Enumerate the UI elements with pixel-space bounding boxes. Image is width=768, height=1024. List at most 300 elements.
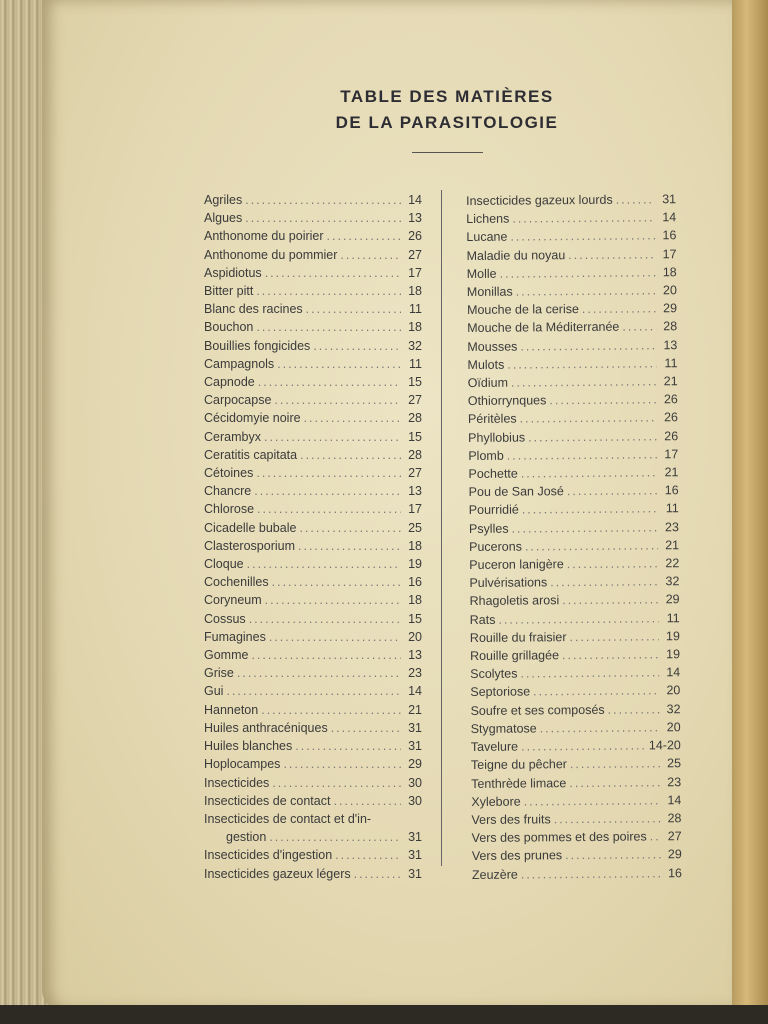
dot-leader bbox=[521, 463, 658, 482]
dot-leader bbox=[507, 445, 658, 465]
dot-leader bbox=[567, 482, 658, 501]
index-entry bbox=[204, 737, 422, 755]
index-entry-page: 29 bbox=[665, 592, 680, 607]
index-entry-label: Pou de San José bbox=[468, 484, 564, 500]
index-entry-page: 31 bbox=[408, 830, 422, 845]
index-entry bbox=[204, 246, 422, 264]
index-entry-label: Chancre bbox=[204, 484, 252, 499]
index-entry-label: Anthonome du pommier bbox=[204, 247, 338, 262]
index-entry-page: 19 bbox=[665, 629, 680, 644]
dot-leader bbox=[569, 627, 659, 646]
dot-leader bbox=[256, 318, 401, 336]
dot-leader bbox=[249, 610, 401, 628]
dot-leader bbox=[277, 355, 401, 373]
index-entry bbox=[469, 518, 679, 538]
index-entry bbox=[204, 573, 422, 591]
index-entry-label: Stygmatose bbox=[470, 721, 537, 736]
index-entry-page: 26 bbox=[408, 229, 422, 244]
index-entry bbox=[467, 299, 677, 319]
index-entry-label: Rhagoletis arosi bbox=[469, 593, 560, 609]
index-entry-page: 30 bbox=[408, 793, 422, 808]
index-entry-page: 27 bbox=[408, 466, 422, 481]
index-entry-page: 27 bbox=[408, 393, 422, 408]
index-entry-page: 11 bbox=[664, 355, 678, 371]
index-entry-label: Rouille grillagée bbox=[469, 648, 560, 664]
index-entry bbox=[204, 719, 422, 737]
index-entry bbox=[466, 208, 676, 228]
index-entry bbox=[471, 718, 681, 738]
dot-leader bbox=[511, 518, 658, 537]
dot-leader bbox=[327, 227, 401, 245]
index-entry-label: Fumagines bbox=[204, 629, 266, 644]
index-entry bbox=[204, 646, 422, 664]
index-entry bbox=[468, 372, 678, 392]
index-entry-page: 29 bbox=[663, 301, 678, 316]
index-entry-label: Blanc des racines bbox=[204, 302, 303, 317]
index-entry-page: 27 bbox=[408, 247, 422, 262]
index-entry-page: 14 bbox=[666, 665, 681, 680]
index-entry-page: 17 bbox=[664, 447, 679, 462]
index-entry-page: 14 bbox=[662, 210, 677, 225]
dot-leader bbox=[256, 282, 401, 300]
index-entry-page: 27 bbox=[667, 829, 682, 844]
dot-leader bbox=[567, 554, 659, 573]
dot-leader bbox=[565, 846, 661, 865]
index-entry-label: Mousses bbox=[467, 339, 518, 354]
dot-leader bbox=[524, 791, 661, 810]
index-entry-page: 18 bbox=[408, 593, 422, 608]
index-entry bbox=[204, 318, 422, 336]
dot-leader bbox=[335, 846, 401, 864]
index-entry-page: 18 bbox=[408, 284, 422, 299]
index-entry bbox=[204, 446, 422, 464]
dot-leader bbox=[257, 500, 401, 518]
index-entry bbox=[204, 537, 422, 555]
index-entry-label: Mouche de la Méditerranée bbox=[467, 320, 620, 336]
index-entry-label: Oïdium bbox=[467, 375, 509, 391]
dot-leader bbox=[258, 373, 401, 391]
dot-leader bbox=[507, 354, 656, 374]
index-entry-label: Chlorose bbox=[204, 502, 255, 517]
dot-leader bbox=[511, 372, 657, 391]
index-entry-label: Huiles anthracéniques bbox=[204, 720, 328, 735]
dot-leader bbox=[298, 537, 401, 555]
index-entry-label: Coryneum bbox=[204, 593, 262, 608]
index-entry bbox=[470, 645, 680, 665]
index-entry bbox=[204, 282, 422, 300]
index-entry-page: 17 bbox=[408, 265, 422, 280]
index-entry-page: 16 bbox=[667, 865, 683, 880]
dot-leader bbox=[520, 664, 659, 683]
dot-leader bbox=[226, 682, 401, 700]
dot-leader bbox=[251, 646, 401, 664]
dot-leader bbox=[500, 263, 656, 283]
index-entry-page: 11 bbox=[409, 356, 422, 371]
index-entry-page: 31 bbox=[408, 866, 422, 881]
index-entry-label: Mulots bbox=[467, 357, 505, 372]
index-entry-page: 13 bbox=[408, 648, 422, 663]
dot-leader bbox=[550, 573, 658, 592]
index-entry-page: 22 bbox=[665, 556, 680, 571]
dot-leader bbox=[533, 682, 659, 701]
index-entry bbox=[469, 591, 679, 611]
index-entry bbox=[204, 428, 422, 446]
index-entry-page: 19 bbox=[666, 647, 681, 662]
index-entry-page: 18 bbox=[408, 538, 422, 553]
dot-leader bbox=[272, 774, 401, 792]
index-entry bbox=[204, 682, 422, 700]
index-entry-label: Rouille du fraisier bbox=[469, 630, 567, 645]
dot-leader bbox=[247, 555, 401, 573]
index-entry bbox=[467, 281, 677, 301]
index-entry-page: 28 bbox=[408, 447, 422, 462]
index-entry bbox=[204, 227, 422, 245]
index-entry-page: 32 bbox=[408, 338, 422, 353]
index-entry bbox=[204, 701, 422, 719]
dot-leader bbox=[300, 446, 401, 464]
dot-leader bbox=[549, 391, 657, 410]
index-entry-page: 13 bbox=[663, 337, 678, 352]
dot-leader bbox=[237, 664, 401, 682]
index-entry-page: 30 bbox=[408, 775, 422, 790]
index-entry-page: 21 bbox=[663, 374, 678, 389]
index-entry bbox=[204, 373, 422, 391]
dot-leader bbox=[554, 809, 661, 828]
index-entry bbox=[469, 536, 679, 556]
dot-leader bbox=[265, 591, 401, 609]
index-entry-page: 21 bbox=[408, 702, 422, 717]
index-entry-page: 20 bbox=[666, 683, 681, 698]
dot-leader bbox=[540, 718, 660, 737]
index-entry-label: Insecticides gazeux légers bbox=[204, 866, 351, 881]
index-entry-label: Pochette bbox=[468, 466, 518, 482]
index-entry-label: Huiles blanches bbox=[204, 739, 293, 754]
index-entry-label: Vers des pommes et des poires bbox=[471, 829, 647, 846]
index-entry bbox=[204, 391, 422, 409]
index-entry bbox=[204, 464, 422, 482]
index-entry-label: Xylebore bbox=[471, 794, 521, 809]
index-entry-page: 26 bbox=[664, 410, 679, 425]
index-entry-label: Cochenilles bbox=[204, 575, 269, 590]
index-entry-page: 20 bbox=[662, 283, 677, 298]
index-entry-page: 21 bbox=[665, 538, 680, 553]
index-column-left bbox=[204, 191, 422, 883]
dot-leader bbox=[569, 773, 660, 792]
dot-leader bbox=[333, 792, 401, 810]
index-entry-label: Cerambyx bbox=[204, 429, 261, 444]
index-entry bbox=[466, 190, 676, 210]
dot-leader bbox=[562, 591, 659, 610]
page-title-line-2: DE LA PARASITOLOGIE bbox=[335, 113, 559, 132]
index-entry bbox=[204, 300, 422, 318]
index-entry-label: Cétoines bbox=[204, 466, 254, 481]
index-entry-page: 15 bbox=[408, 375, 422, 390]
index-entry-label: Vers des fruits bbox=[471, 812, 551, 827]
index-entry-page: 26 bbox=[663, 392, 678, 407]
dot-leader bbox=[295, 737, 401, 755]
index-entry-label: Molle bbox=[466, 266, 497, 281]
index-entry-page: 29 bbox=[667, 847, 682, 862]
index-entry-page: 13 bbox=[408, 211, 422, 226]
dot-leader bbox=[522, 500, 658, 519]
index-entry bbox=[469, 554, 679, 574]
index-entry-page: 31 bbox=[408, 720, 422, 735]
index-entry-label: Anthonome du poirier bbox=[204, 229, 324, 244]
index-entry-page: 11 bbox=[666, 610, 680, 625]
index-entry bbox=[471, 791, 681, 811]
dot-leader bbox=[269, 828, 401, 846]
index-entry-label: Tenthrède limace bbox=[471, 775, 567, 791]
index-entry-page: 17 bbox=[408, 502, 422, 517]
dot-leader bbox=[525, 536, 658, 555]
index-entry-page: 14 bbox=[408, 193, 422, 207]
dot-leader bbox=[520, 409, 658, 428]
index-entry-page: 11 bbox=[409, 302, 422, 317]
index-entry-page: 16 bbox=[662, 228, 677, 243]
dot-leader bbox=[568, 245, 655, 264]
dot-leader bbox=[272, 573, 401, 591]
page-title-line-1: TABLE DES MATIÈRES bbox=[340, 87, 554, 106]
index-entry-page: 25 bbox=[408, 520, 422, 535]
index-entry-page: 26 bbox=[664, 428, 679, 443]
index-entry-label: Phyllobius bbox=[468, 430, 526, 445]
index-entry bbox=[468, 463, 678, 483]
index-entry-label: Agriles bbox=[204, 193, 243, 207]
index-entry-label: Aspidiotus bbox=[204, 265, 262, 280]
dot-leader bbox=[521, 864, 661, 883]
index-entry-label: Insecticides de contact et d'in- bbox=[204, 811, 372, 826]
index-entry-page: 14-20 bbox=[648, 738, 681, 753]
index-entry-label: Bouchon bbox=[204, 320, 254, 335]
index-entry-label: Pucerons bbox=[469, 539, 522, 554]
index-entry-label: Psylles bbox=[468, 521, 509, 536]
dot-leader bbox=[650, 827, 661, 845]
index-entry-page: 32 bbox=[666, 701, 681, 716]
dot-leader bbox=[306, 300, 401, 318]
index-entry bbox=[204, 664, 422, 682]
index-entry-label: Gui bbox=[204, 684, 224, 699]
index-entry-page: 14 bbox=[408, 684, 422, 699]
index-entry bbox=[204, 591, 422, 609]
index-entry-label: Zeuzère bbox=[471, 867, 518, 882]
index-entry bbox=[467, 263, 677, 283]
index-entry bbox=[470, 663, 680, 683]
dot-leader bbox=[622, 318, 656, 336]
dot-leader bbox=[516, 281, 656, 300]
index-entry-label: Insecticides d'ingestion bbox=[204, 848, 333, 863]
index-entry bbox=[472, 845, 682, 865]
index-entry-label: Grise bbox=[204, 666, 234, 681]
index-entry bbox=[204, 337, 422, 355]
index-entry-label: Cloque bbox=[204, 557, 244, 572]
dot-leader bbox=[331, 719, 401, 737]
index-entry-page: 23 bbox=[667, 774, 682, 789]
index-entry-page: 25 bbox=[667, 756, 682, 771]
index-entry-label: Insecticides gazeux lourds bbox=[466, 192, 613, 208]
index-entry-label: Cossus bbox=[204, 611, 246, 626]
index-entry-page: 31 bbox=[662, 192, 677, 207]
index-entry-page: 19 bbox=[408, 557, 422, 572]
dot-leader bbox=[245, 191, 401, 209]
index-entry-label: Clasterosporium bbox=[204, 538, 296, 553]
index-entry-page: 14 bbox=[667, 792, 682, 807]
index-entry bbox=[204, 846, 422, 864]
dot-leader bbox=[510, 227, 655, 246]
dot-leader bbox=[283, 755, 401, 773]
index-entry-page: 18 bbox=[408, 320, 422, 335]
dot-leader bbox=[245, 209, 401, 227]
index-entry-label: Teigne du pêcher bbox=[470, 757, 567, 773]
index-entry-label: Hanneton bbox=[204, 702, 259, 717]
index-entry bbox=[466, 227, 676, 247]
dot-leader bbox=[608, 700, 660, 719]
index-entry-label: Vers des prunes bbox=[471, 848, 563, 864]
index-entry-label: Péritèles bbox=[467, 412, 517, 427]
index-entry-label: Algues bbox=[204, 211, 243, 226]
dot-leader bbox=[582, 300, 656, 319]
index-entry-page: 15 bbox=[408, 429, 422, 444]
index-entry-label: Pourridié bbox=[468, 503, 519, 518]
dot-leader bbox=[299, 519, 401, 537]
index-entry-label: Mouche de la cerise bbox=[466, 302, 579, 318]
index-entry bbox=[470, 700, 680, 720]
index-entry-label: Cécidomyie noire bbox=[204, 411, 301, 426]
index-entry bbox=[204, 209, 422, 227]
dot-leader bbox=[520, 336, 656, 355]
index-column-right bbox=[466, 190, 682, 884]
dot-leader bbox=[512, 209, 655, 228]
dot-leader bbox=[340, 246, 401, 264]
index-entry bbox=[471, 754, 681, 774]
index-entry bbox=[468, 427, 678, 447]
index-entry-label: Hoplocampes bbox=[204, 757, 281, 772]
dot-leader bbox=[254, 482, 401, 500]
index-entry bbox=[204, 355, 422, 373]
index-entry-page: 13 bbox=[408, 484, 422, 499]
index-entry bbox=[204, 482, 422, 500]
index-entry-page: 29 bbox=[408, 757, 422, 772]
index-entry-page: 20 bbox=[408, 629, 422, 644]
index-entry-label: Gomme bbox=[204, 648, 249, 663]
index-entry bbox=[468, 445, 678, 465]
dot-leader bbox=[354, 865, 401, 883]
dot-leader bbox=[304, 409, 401, 427]
index-entry bbox=[468, 409, 678, 429]
index-entry-label: Tavelure bbox=[470, 739, 519, 755]
index-entry-label: Septoriose bbox=[470, 684, 531, 700]
index-entry bbox=[467, 336, 677, 356]
index-entry bbox=[204, 865, 422, 883]
index-entry-page: 16 bbox=[664, 483, 679, 498]
index-entry-label: Scolytes bbox=[470, 666, 518, 682]
index-entry-page: 16 bbox=[408, 575, 422, 590]
index-entry bbox=[204, 555, 422, 573]
index-entry-label: Monillas bbox=[466, 284, 513, 300]
index-entry-page: 32 bbox=[665, 574, 680, 589]
index-entry-label: Puceron lanigère bbox=[469, 557, 564, 573]
index-entry-label: Insecticides de contact bbox=[204, 793, 331, 808]
index-entry bbox=[204, 264, 422, 282]
index-entry-page: 28 bbox=[667, 811, 682, 826]
dot-leader bbox=[265, 264, 401, 282]
index-entry bbox=[470, 609, 680, 629]
dot-leader bbox=[256, 464, 401, 482]
index-entry-label: Capnode bbox=[204, 375, 255, 390]
book-spine-edge bbox=[732, 0, 768, 1024]
index-entry bbox=[470, 627, 680, 647]
index-entry bbox=[468, 390, 678, 410]
index-entry bbox=[204, 500, 422, 518]
index-entry bbox=[471, 809, 681, 829]
dot-leader bbox=[562, 645, 659, 664]
index-entry bbox=[467, 354, 677, 374]
index-entry bbox=[471, 736, 681, 756]
dot-leader bbox=[261, 701, 401, 719]
index-entry-page: 11 bbox=[665, 501, 679, 516]
dot-leader bbox=[521, 737, 646, 756]
dot-leader bbox=[313, 337, 401, 355]
index-entry-label: Insecticides bbox=[204, 775, 270, 790]
index-entry bbox=[472, 827, 682, 847]
index-entry bbox=[204, 519, 422, 537]
index-entry bbox=[472, 864, 682, 884]
title-rule bbox=[412, 152, 483, 153]
index-entry bbox=[204, 191, 422, 209]
index-entry-label: Lichens bbox=[466, 211, 510, 227]
index-entry-label: Ceratitis capitata bbox=[204, 447, 298, 462]
table-surface bbox=[0, 1005, 768, 1024]
dot-leader bbox=[570, 755, 660, 774]
index-entry-page: 23 bbox=[408, 666, 422, 681]
index-entry bbox=[204, 628, 422, 646]
index-entry bbox=[204, 792, 422, 810]
index-entry-page: 31 bbox=[408, 848, 422, 863]
index-entry bbox=[467, 318, 677, 338]
index-entry bbox=[470, 682, 680, 702]
dot-leader bbox=[269, 628, 401, 646]
index-entry bbox=[204, 610, 422, 628]
index-entry bbox=[204, 828, 422, 846]
index-entry bbox=[204, 774, 422, 792]
dot-leader bbox=[616, 190, 656, 209]
index-entry-page: 18 bbox=[662, 264, 677, 280]
index-entry-label: Plomb bbox=[468, 448, 504, 463]
index-entry bbox=[471, 773, 681, 793]
index-entry-page: 31 bbox=[408, 739, 422, 754]
index-entry-label: Pulvérisations bbox=[469, 575, 548, 591]
index-entry-label: Soufre et ses composés bbox=[470, 702, 605, 718]
index-entry-label: Carpocapse bbox=[204, 393, 272, 408]
dot-leader bbox=[498, 609, 658, 629]
index-entry bbox=[469, 572, 679, 592]
index-entry bbox=[204, 409, 422, 427]
index-entry-label: Bouillies fongicides bbox=[204, 338, 311, 353]
index-entry-label: Othiorrynques bbox=[467, 393, 547, 409]
index-entry-page: 28 bbox=[408, 411, 422, 426]
dot-leader bbox=[264, 428, 401, 446]
dot-leader bbox=[528, 427, 657, 446]
index-entry-page: 23 bbox=[664, 519, 679, 534]
index-entry-page: 15 bbox=[408, 611, 422, 626]
index-entry bbox=[469, 500, 679, 520]
index-entry-label: Rats bbox=[469, 612, 496, 627]
index-entry-page: 28 bbox=[663, 319, 678, 334]
index-entry-label: Campagnols bbox=[204, 356, 275, 371]
index-entry bbox=[466, 245, 676, 265]
dot-leader bbox=[274, 391, 401, 409]
index-entry-label: Maladie du noyau bbox=[466, 247, 566, 263]
index-entry-page: 21 bbox=[664, 465, 679, 480]
